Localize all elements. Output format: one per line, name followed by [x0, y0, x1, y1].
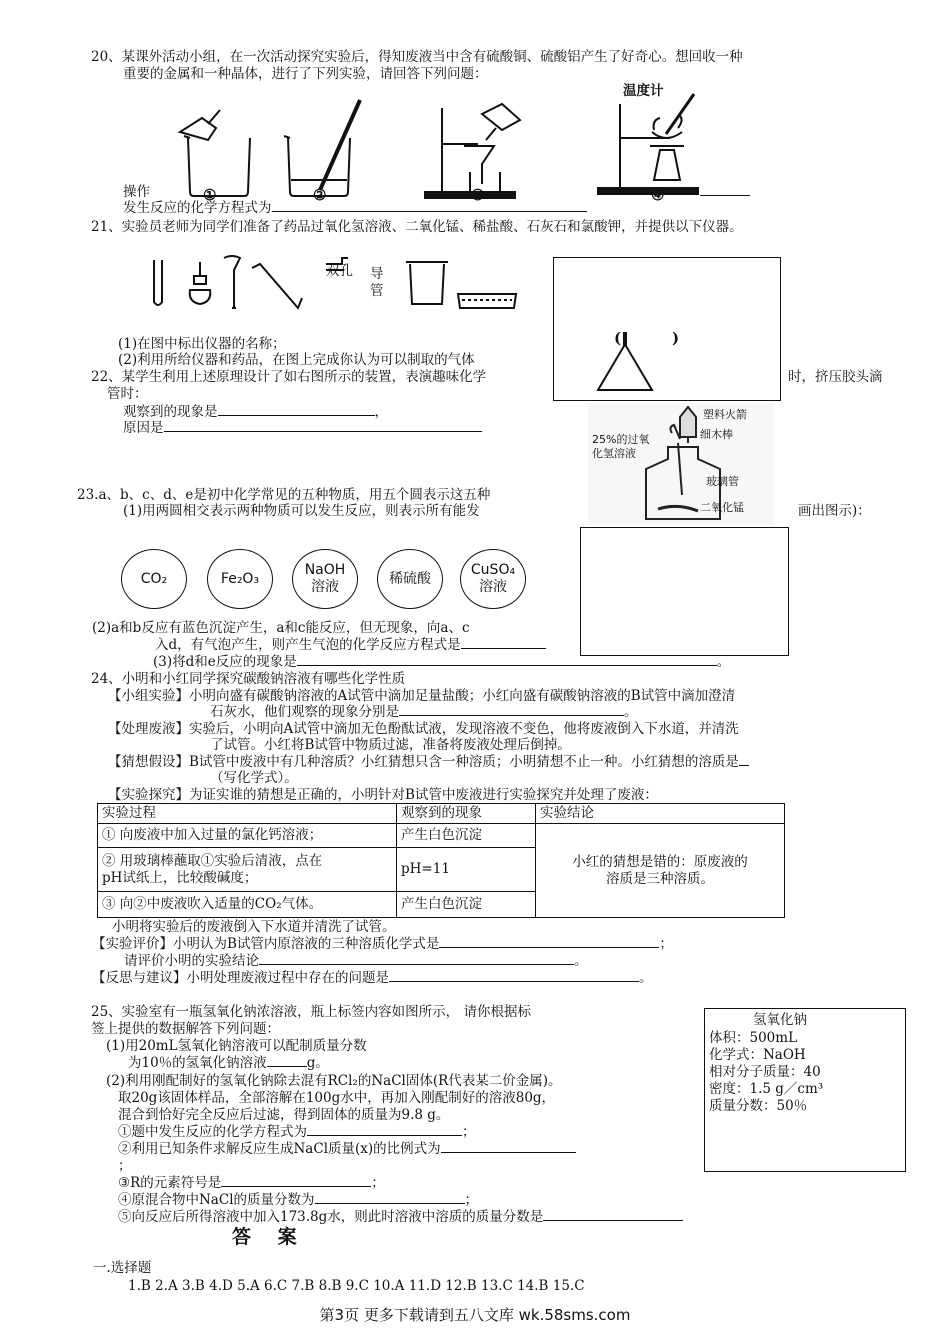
q24-reflect: 【反思与建议】小明处理废液过程中存在的问题是 。	[92, 970, 653, 986]
q20-op-blank[interactable]	[700, 184, 750, 201]
q25-s2a: (2)利用刚配制好的氢氧化钠除去混有RCl₂的NaCl固体(R代表某二价金属)。	[106, 1073, 562, 1089]
th-process: 实验过程	[98, 804, 397, 824]
q21-sub2: (2)利用所给仪器和药品，在图上完成你认为可以制取的气体	[118, 352, 475, 368]
q24-guess2: （写化学式）。	[210, 770, 298, 786]
q24-eval2: 请评价小明的实验结论 。	[124, 953, 588, 969]
q24-guess1: 【猜想假设】B试管中废液中有几种溶质？小红猜想只含一种溶质；小明猜想不止一种。小红猜想的溶质是	[108, 754, 749, 771]
q24-after: 小明将实验后的废液倒入下水道并清洗了试管。	[112, 919, 396, 935]
tube-label-1: 导	[370, 266, 384, 282]
dropper	[190, 262, 211, 304]
naoh-bottle-label	[704, 1008, 906, 1172]
label-molar-mass: 相对分子质量：40	[709, 1064, 821, 1080]
paren-close: )	[672, 329, 680, 347]
q21-line1: 21、实验员老师为同学们准备了药品过氧化氢溶液、二氧化锰、稀盐酸、石灰石和氯酸钾，并提供以下仪器。	[91, 219, 743, 235]
beaker-1	[180, 110, 250, 196]
label-volume: 体积：500mL	[709, 1030, 798, 1046]
q24-group2: 石灰水，他们观察的现象分别是 。	[210, 704, 638, 720]
circle-naoh	[292, 549, 358, 609]
label-2: ②	[313, 186, 327, 204]
stick-label: 细木棒	[700, 428, 733, 441]
row1-process: ① 向废液中加入过量的氯化钙溶液；	[98, 824, 397, 848]
q25-s2c: 混合到恰好完全反应后过滤，得到固体的质量为9.8 g。	[118, 1107, 450, 1123]
q20-equation: 发生反应的化学方程式为	[123, 200, 587, 217]
q22-reason: 原因是	[123, 420, 482, 437]
row2-observation: pH=11	[397, 848, 536, 892]
q24-eval1: 【实验评价】小明认为B试管内原溶液的三种溶质化学式是 ；	[92, 936, 673, 952]
q21-sub1: (1)在图中标出仪器的名称；	[118, 336, 286, 352]
q23-line1: 23.a、b、c、d、e是初中化学常见的五种物质，用五个圆表示这五种	[77, 487, 491, 503]
mno2-label: 二氧化锰	[700, 501, 744, 514]
tube-label-2: 管	[370, 283, 384, 299]
q25-s1b: 为10％的氢氧化钠溶液 g。	[128, 1055, 329, 1071]
q24-line1: 24、小明和小红同学探究碳酸钠溶液有哪些化学性质	[91, 671, 406, 687]
q22-line2: 管时：	[107, 386, 148, 402]
page-footer: 第3页 更多下载请到五八文库 wk.58sms.com	[319, 1306, 631, 1324]
test-tube	[154, 260, 162, 305]
q22-line1: 22、某学生利用上述原理设计了如右图所示的装置，表演趣味化学	[91, 369, 487, 385]
row2-process-text: ② 用玻璃棒蘸取①实验后清液，点在 pH试纸上，比较酸碱度；	[102, 852, 323, 886]
q25-i5: ⑤向反应后所得溶液中加入173.8g水，则此时溶液中溶质的质量分数是	[118, 1209, 683, 1226]
q23-sub2: (2)a和b反应有蓝色沉淀产生，a和c能反应，但无现象，向a、c	[92, 620, 470, 636]
label-title: 氢氧化钠	[753, 1012, 807, 1028]
q23-sub1-end: 画出图示)：	[798, 503, 871, 519]
stopper-label: 双孔	[326, 263, 353, 279]
h2o2-label-2: 化氢溶液	[592, 447, 636, 460]
circle-fe2o3: Fe₂O₃	[207, 549, 273, 609]
q24-group1: 【小组实验】小明向盛有碳酸钠溶液的A试管中滴加足量盐酸；小红向盛有碳酸钠溶液的B试管中滴加澄清	[108, 688, 736, 704]
paren-open: (	[614, 329, 622, 347]
thermometer-label: 温度计	[623, 83, 664, 99]
q25-i4: ④原混合物中NaCl的质量分数为 ；	[118, 1192, 479, 1208]
q24-explore: 【实验探究】为证实谁的猜想是正确的，小明针对B试管中废液进行实验探究并处理了废液：	[108, 787, 658, 803]
naoh-text: NaOH 溶液	[304, 562, 346, 595]
circle-cuso4	[460, 549, 526, 609]
q23-sub3: (3)将d和e反应的现象是 。	[153, 654, 731, 670]
answers-section: 一.选择题	[93, 1260, 152, 1276]
evaporation-stand	[598, 94, 698, 194]
q21-instruments-figure	[148, 250, 528, 325]
row3-process: ③ 向②中废液吹入适量的CO₂气体。	[98, 892, 397, 918]
answers-line: 1.B 2.A 3.B 4.D 5.A 6.C 7.B 8.B 9.C 10.A 11.D 12.B 13.C 14.B 15.C	[128, 1278, 585, 1294]
experiment-table	[97, 803, 785, 918]
q20-line1: 20、某课外活动小组，在一次活动探究实验后，得知废液当中含有硫酸铜、硫酸铝产生了好奇心。想回收一种	[91, 49, 743, 65]
row2-process	[98, 848, 397, 892]
label-fraction: 质量分数：50％	[709, 1098, 808, 1114]
glass-tube-label: 玻璃管	[706, 475, 739, 488]
row1-observation: 产生白色沉淀	[397, 824, 536, 848]
q25-s1a: (1)用20mL氢氧化钠溶液可以配制质量分数	[106, 1038, 367, 1054]
th-conclusion: 实验结论	[536, 804, 785, 824]
answers-title: 答 案	[232, 1226, 307, 1248]
label-4: ④	[651, 186, 665, 204]
q20-apparatus-figure	[160, 80, 760, 205]
label-density: 密度：1.5 g／cm³	[709, 1081, 824, 1097]
q25-line2: 签上提供的数据解答下列问题：	[91, 1021, 280, 1037]
q23-sub1: (1)用两圆相交表示两种物质可以发生反应，则表示所有能发	[123, 503, 480, 519]
h2o2-label-1: 25%的过氧	[592, 433, 650, 446]
long-funnel	[224, 256, 240, 308]
q20-operation: 操作	[123, 184, 150, 200]
q21-drawing-box	[553, 257, 781, 401]
q23-sub2b: 入d，有气泡产生，则产生气泡的化学反应方程式是	[155, 637, 546, 654]
circle-co2: CO₂	[121, 549, 187, 609]
conclusion-cell	[536, 824, 785, 918]
q25-i1: ①题中发生反应的化学方程式为 ；	[118, 1124, 476, 1140]
filter-stand	[425, 104, 520, 198]
cylinder	[406, 262, 448, 304]
th-observation: 观察到的现象	[397, 804, 536, 824]
bent-tube	[252, 264, 302, 308]
beaker-2	[284, 100, 360, 196]
q23-drawing-box	[580, 527, 789, 656]
q25-i2: ②利用已知条件求解反应生成NaCl质量(x)的比例式为	[118, 1141, 576, 1158]
q25-s2b: 取20g该固体样品，全部溶解在100g水中，再加入刚配制好的溶液80g，	[118, 1090, 556, 1106]
rocket-label: 塑料火箭	[703, 408, 747, 421]
label-1: ①	[203, 186, 217, 204]
label-formula: 化学式：NaOH	[709, 1047, 806, 1063]
circle-h2so4: 稀硫酸	[377, 549, 443, 609]
q25-i3: ③R的元素符号是 ；	[118, 1175, 385, 1191]
flask-drawing	[554, 258, 780, 400]
conclusion-text: 小红的猜想是错的：原废液的 溶质是三种溶质。	[572, 853, 748, 887]
q24-waste1: 【处理废液】实验后，小明向A试管中滴加无色酚酞试液，发现溶液不变色，他将废液倒入下水道，并清洗	[108, 721, 739, 737]
q22-rocket-figure	[588, 403, 774, 525]
q25-line1: 25、实验室有一瓶氢氧化钠浓溶液，瓶上标签内容如图所示， 请你根据标	[91, 1004, 531, 1020]
cuso4-text: CuSO₄ 溶液	[470, 562, 516, 595]
label-3: ③	[471, 186, 485, 204]
q22-line1-end: 时，挤压胶头滴	[788, 369, 883, 385]
q22-observe: 观察到的现象是 ，	[123, 404, 388, 420]
q25-i2-end: ；	[118, 1158, 132, 1174]
q20-line2: 重要的金属和一种晶体，进行了下列实验，请回答下列问题：	[123, 66, 488, 82]
row3-observation: 产生白色沉淀	[397, 892, 536, 918]
q24-waste2: 了试管。小红将B试管中物质过滤，准备将废液处理后倒掉。	[210, 737, 571, 753]
